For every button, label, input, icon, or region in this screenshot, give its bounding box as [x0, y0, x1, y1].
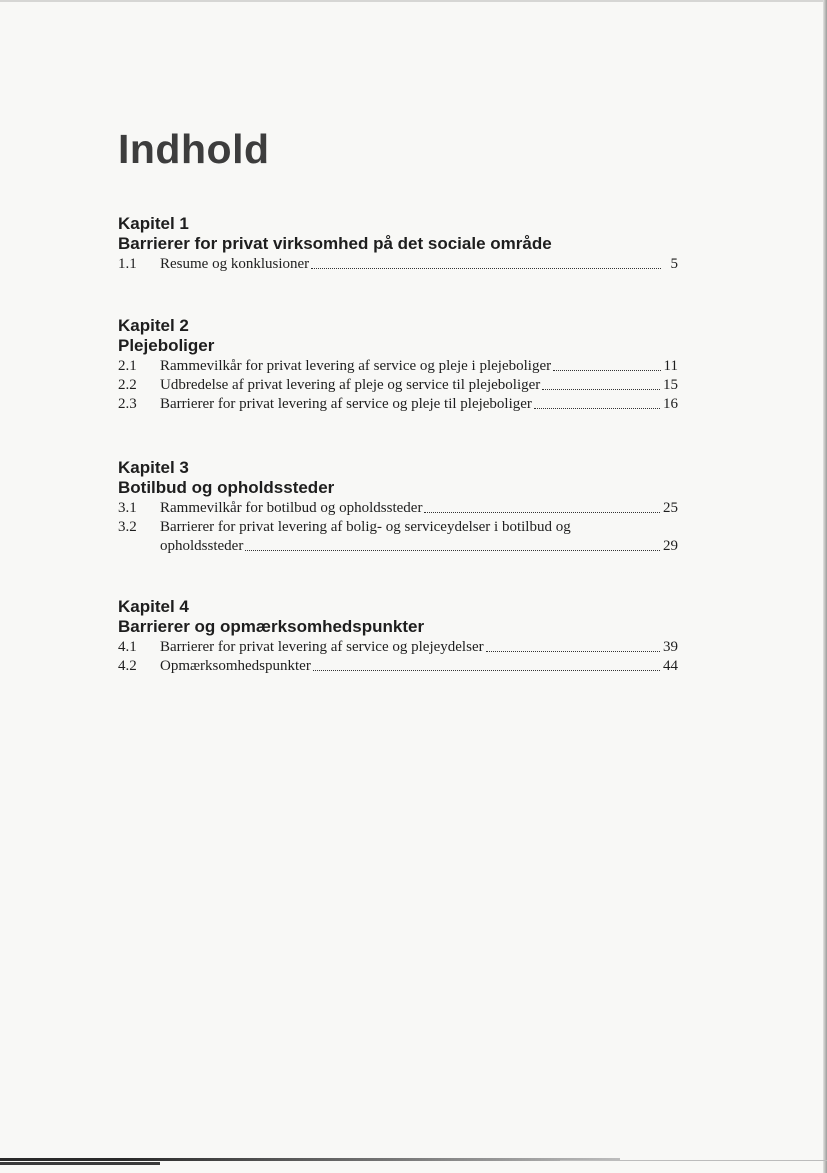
- page-top-edge: [0, 0, 827, 2]
- dot-leader: [542, 389, 660, 390]
- toc-entry[interactable]: [118, 499, 678, 518]
- toc-entry-page: 44: [663, 658, 678, 674]
- dot-leader: [245, 550, 660, 551]
- chapter-title: Barrierer for privat virksomhed på det sociale område: [118, 234, 552, 253]
- toc-entry-number: 3.2: [118, 519, 137, 535]
- toc-entry-text: Opmærksomhedspunkter: [160, 658, 311, 674]
- toc-entry[interactable]: [118, 376, 678, 395]
- toc-entry-text: Resume og konklusioner: [160, 256, 310, 272]
- toc-entry[interactable]: [118, 395, 678, 414]
- toc-entry[interactable]: [118, 518, 678, 556]
- chapter-title: Botilbud og opholdssteder: [118, 478, 335, 497]
- page-right-edge: [823, 0, 827, 1173]
- toc-entry-text: Rammevilkår for botilbud og opholdssteder: [160, 500, 423, 516]
- toc-entry-page: 39: [663, 639, 678, 655]
- chapter-title: Barrierer og opmærksomhedspunkter: [118, 617, 425, 636]
- dot-leader: [313, 670, 660, 671]
- dot-leader: [486, 651, 660, 652]
- toc-entry-number: 3.1: [118, 500, 137, 516]
- toc-entry-page: 11: [663, 358, 678, 374]
- toc-entry-number: 1.1: [118, 256, 137, 272]
- toc-entry[interactable]: [118, 357, 678, 376]
- toc-entry-text: Barrierer for privat levering af bolig- og serviceydelser i botilbud og: [160, 519, 571, 535]
- toc-entry-text: Udbredelse af privat levering af pleje og service til plejeboliger: [160, 377, 541, 393]
- toc-entry-page: 25: [663, 500, 678, 516]
- toc-entry-number: 4.1: [118, 639, 137, 655]
- bottom-scan-line: [0, 1158, 620, 1161]
- toc-entry-text: Barrierer for privat levering af service og plejeydelser: [160, 639, 484, 655]
- bottom-scan-line-faint: [560, 1160, 827, 1161]
- dot-leader: [553, 370, 660, 371]
- page-title: Indhold: [118, 126, 270, 172]
- toc-entry-number: 2.2: [118, 377, 137, 393]
- toc-entry[interactable]: [118, 638, 678, 657]
- chapter-label: Kapitel 4: [118, 597, 189, 616]
- toc-entry-number: 2.3: [118, 396, 137, 412]
- toc-entry-text: Barrierer for privat levering af service og pleje til plejeboliger: [160, 396, 532, 412]
- toc-entry-page: 16: [663, 396, 678, 412]
- dot-leader: [311, 268, 661, 269]
- chapter-1: [118, 214, 678, 274]
- chapter-2: [118, 316, 678, 414]
- toc-entry-text: Rammevilkår for privat levering af service og pleje i plejeboliger: [160, 358, 552, 374]
- dot-leader: [534, 408, 660, 409]
- chapter-label: Kapitel 2: [118, 316, 189, 335]
- dot-leader: [424, 512, 660, 513]
- toc-entry-text-continued: opholdssteder: [160, 538, 244, 554]
- chapter-4: [118, 597, 678, 676]
- toc-entry-page: 29: [663, 538, 678, 554]
- toc-entry-page: 15: [663, 377, 678, 393]
- toc-entry[interactable]: [118, 657, 678, 676]
- toc-entry[interactable]: [118, 255, 678, 274]
- chapter-3: [118, 458, 678, 556]
- chapter-title: Plejeboliger: [118, 336, 215, 355]
- toc-entry-page: 5: [670, 256, 678, 272]
- chapter-label: Kapitel 3: [118, 458, 189, 477]
- chapter-label: Kapitel 1: [118, 214, 189, 233]
- bottom-scan-line-accent: [0, 1162, 160, 1165]
- toc-entry-number: 4.2: [118, 658, 137, 674]
- toc-entry-number: 2.1: [118, 358, 137, 374]
